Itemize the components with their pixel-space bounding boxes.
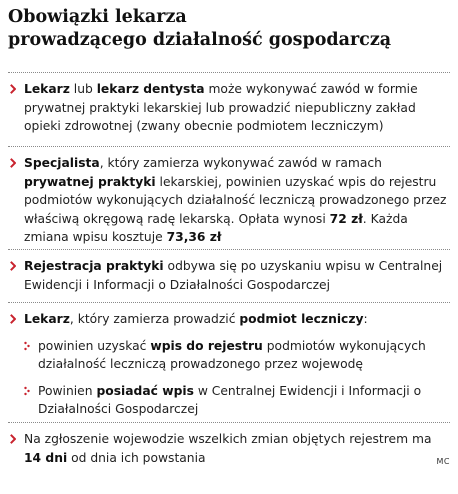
list-item-text: Na zgłoszenie wojewodzie wszelkich zmian objętych rejestrem ma 14 dni od dnia ich powstania [10,430,450,467]
list-item-text: Rejestracja praktyki odbywa się po uzyskaniu wpisu w Centralnej Ewidencji i Informacji o Działalności Gospodarczej [10,257,450,294]
chevron-bullet-icon [10,84,16,94]
separator-2 [8,146,450,147]
chevron-bullet-icon [10,158,16,168]
separator-4 [8,302,450,303]
infographic-title [8,6,448,52]
separator-5 [8,422,450,423]
sub-item-text: powinien uzyskać wpis do rejestru podmiotów wykonujących działalność leczniczą prowadzonego przez wojewodę [38,338,426,371]
list-item-4 [10,310,450,419]
chevron-bullet-icon [10,314,16,324]
sub-item-text: Powinien posiadać wpis w Centralnej Ewidencji i Informacji o Działalności Gospodarczej [38,383,422,416]
author-initials: MC [436,457,450,466]
list-item-text: Specjalista, który zamierza wykonywać zawód w ramach prywatnej praktyki lekarskiej, powinien uzyskać wpis do rejestru podmiotów wykonujących działalność leczniczą prowadzonego przez właściwą okręgową radę lekarską. Opłata wynosi 72 zł. Każda zmiana wpisu kosztuje 73,36 zł [10,154,450,247]
double-chevron-icon [24,386,30,396]
title-line-2: prowadzącego działalność gospodarczą [8,30,392,50]
sub-item-1 [10,337,450,374]
list-item-3 [10,257,450,294]
list-item-text: Lekarz, który zamierza prowadzić podmiot leczniczy: [10,310,450,329]
list-item-1 [10,80,450,136]
sub-item-2 [10,382,450,419]
title-line-1: Obowiązki lekarza [8,7,187,27]
separator-3 [8,249,450,250]
double-chevron-icon [24,341,30,351]
list-item-text: Lekarz lub lekarz dentysta może wykonywać zawód w formie prywatnej praktyki lekarskiej lub prowadzić niepubliczny zakład opieki zdrowotnej (zwany obecnie podmiotem leczniczym) [10,80,450,136]
list-item-5 [10,430,450,467]
chevron-bullet-icon [10,261,16,271]
chevron-bullet-icon [10,434,16,444]
list-item-2 [10,154,450,247]
separator-1 [8,72,450,73]
